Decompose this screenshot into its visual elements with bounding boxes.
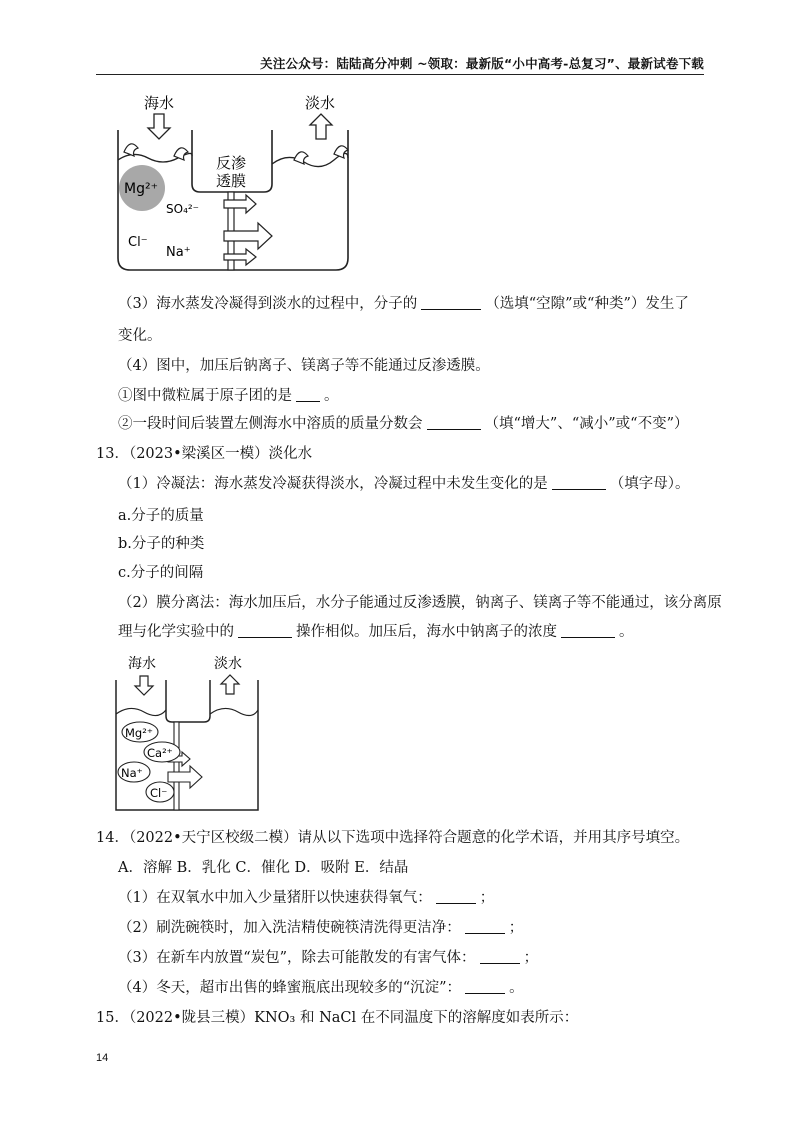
fig1-na-label: Na⁺ <box>166 245 191 260</box>
page-header <box>96 54 704 75</box>
q13-part2-line2: 理与化学实验中的 操作相似。加压后，海水中钠离子的浓度 。 <box>118 624 634 640</box>
q14-title: 14．（2022•天宁区校级二模）请从以下选项中选择符合题意的化学术语，并用其序号填空。 <box>96 830 690 846</box>
q13-part2-line1: （2）膜分离法：海水加压后，水分子能通过反渗透膜，钠离子、镁离子等不能通过，该分离原 <box>118 595 722 611</box>
page-number: 14 <box>96 1052 109 1064</box>
fig2-membrane <box>174 722 179 810</box>
q12-part3-line1: （3）海水蒸发冷凝得到淡水的过程中，分子的 （选填“空隙”或“种类”）发生了 <box>118 296 689 312</box>
answer-blank[interactable] <box>436 889 476 904</box>
answer-blank[interactable] <box>238 623 292 638</box>
q15-title: 15．（2022•陇县三模）KNO₃ 和 NaCl 在不同温度下的溶解度如表所示： <box>96 1010 579 1026</box>
answer-blank[interactable] <box>552 475 606 490</box>
q12-sub1: ①图中微粒属于原子团的是 。 <box>118 388 339 404</box>
answer-blank[interactable] <box>465 979 505 994</box>
answer-blank[interactable] <box>480 949 520 964</box>
fig1-freshwater-label: 淡水 <box>305 94 336 112</box>
fig2-freshwater-label: 淡水 <box>214 656 242 672</box>
q14-part2: （2）刷洗碗筷时，加入洗洁精使碗筷清洗得更洁净： ； <box>118 920 524 936</box>
fig1-seawater-label: 海水 <box>144 94 175 112</box>
fig2-mg-label: Mg²⁺ <box>125 726 153 740</box>
fig2-ca-label: Ca²⁺ <box>147 746 173 760</box>
fig2-container <box>116 680 258 810</box>
q14-options: A．溶解 B．乳化 C．催化 D．吸附 E．结晶 <box>118 860 409 876</box>
fig1-mg-label: Mg²⁺ <box>124 181 158 197</box>
answer-blank[interactable] <box>465 919 505 934</box>
q13-option-a: a.分子的质量 <box>118 508 204 524</box>
fig1-up-arrow-icon <box>310 114 332 139</box>
fig1-cl-label: Cl⁻ <box>128 235 148 250</box>
fig2-cl-label: Cl⁻ <box>150 786 168 800</box>
fig2-na-label: Na⁺ <box>121 766 143 780</box>
q13-title: 13．（2023•梁溪区一模）淡化水 <box>96 446 313 462</box>
q12-part4: （4）图中，加压后钠离子、镁离子等不能通过反渗透膜。 <box>118 358 490 374</box>
answer-blank[interactable] <box>421 295 481 310</box>
q13-part1: （1）冷凝法：海水蒸发冷凝获得淡水，冷凝过程中未发生变化的是 （填字母）。 <box>118 476 690 492</box>
answer-blank[interactable] <box>561 623 615 638</box>
fig2-flow-arrow-icon <box>168 766 202 788</box>
q12-sub2: ②一段时间后装置左侧海水中溶质的质量分数会 （填“增大”、“减小”或“不变”） <box>118 416 689 432</box>
fig2-water-surface <box>116 708 258 715</box>
fig1-down-arrow-icon <box>148 114 170 139</box>
q14-part4: （4）冬天，超市出售的蜂蜜瓶底出现较多的“沉淀”： 。 <box>118 980 524 996</box>
fig1-membrane-label-2: 透膜 <box>216 172 247 190</box>
fig2-membrane-frame <box>166 680 210 722</box>
reverse-osmosis-figure-1 <box>108 88 358 278</box>
header-text: 关注公众号：陆陆高分冲刺 ~领取：最新版“小中高考-总复习”、最新试卷下载 <box>260 56 704 71</box>
fig1-membrane-label-1: 反渗 <box>216 154 247 172</box>
q12-part3-line2: 变化。 <box>118 328 162 344</box>
fig1-so4-label: SO₄²⁻ <box>166 202 200 216</box>
reverse-osmosis-figure-2 <box>110 650 264 816</box>
answer-blank[interactable] <box>296 387 320 402</box>
q14-part3: （3）在新车内放置“炭包”，除去可能散发的有害气体： ； <box>118 950 539 966</box>
fig2-down-arrow-icon <box>135 676 153 695</box>
fig2-up-arrow-icon <box>221 675 239 694</box>
q14-part1: （1）在双氧水中加入少量猪肝以快速获得氧气： ； <box>118 890 495 906</box>
answer-blank[interactable] <box>427 415 481 430</box>
q13-option-b: b.分子的种类 <box>118 536 205 552</box>
q13-option-c: c.分子的间隔 <box>118 565 204 581</box>
fig2-seawater-label: 海水 <box>128 656 156 672</box>
